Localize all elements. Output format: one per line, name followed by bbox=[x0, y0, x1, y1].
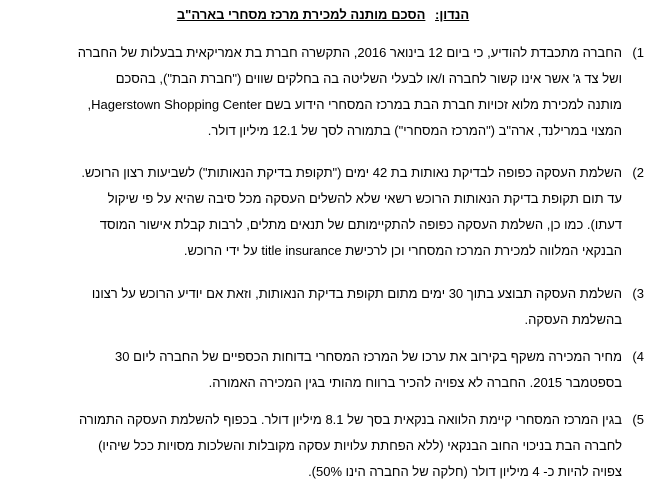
item-text bbox=[10, 344, 622, 396]
list-item bbox=[10, 40, 644, 144]
item-line: הבנקאי המלווה למכירת המרכז המסחרי וכן לרכישת title insurance על ידי הרוכש. bbox=[183, 243, 622, 258]
item-number: 1) bbox=[632, 45, 644, 60]
item-line: לחברה הבת בניכוי החוב הבנקאי (ללא הפחתת עלויות עסקה מקובלות והשלכות מסויות ככל שיהיו) bbox=[98, 438, 622, 453]
list-item bbox=[10, 281, 644, 333]
list-item bbox=[10, 407, 644, 485]
item-line: דעתו). כמו כן, השלמת העסקה כפופה להתקיימותם של תנאים מתלים, לרבות קבלת אישור המוסד bbox=[99, 217, 622, 232]
item-text bbox=[10, 407, 622, 485]
item-line: בהשלמת העסקה. bbox=[524, 312, 622, 327]
item-number: 4) bbox=[632, 349, 644, 364]
list-item bbox=[10, 160, 644, 264]
item-line: השלמת העסקה כפופה לבדיקת נאותות בת 42 ימים ("תקופת בדיקת הנאותות") לשביעות רצון הרוכש. bbox=[81, 165, 622, 180]
item-text bbox=[10, 281, 622, 333]
item-line: בגין המרכז המסחרי קיימת הלוואה בנקאית בסך של 8.1 מיליון דולר. בכפוף להשלמת העסקה התמורה bbox=[78, 412, 622, 427]
item-line: המצוי במרילנד, ארה"ב ("המרכז המסחרי") בתמורה לסך של 12.1 מיליון דולר. bbox=[207, 123, 622, 138]
subject-prefix: הנדון: bbox=[435, 7, 470, 22]
subject-line bbox=[0, 5, 646, 25]
item-line: ושל צד ג' אשר אינו קשור לחברה ו/או לבעלי השליטה בה בחלקים שווים ("חברת הבת"), בהסכם bbox=[115, 71, 622, 86]
item-number: 2) bbox=[632, 165, 644, 180]
item-text bbox=[10, 160, 622, 264]
item-line: השלמת העסקה תבוצע בתוך 30 ימים מתום תקופת בדיקת הנאותות, וזאת אם יודיע הרוכש על רצונו bbox=[91, 286, 622, 301]
item-line: עד תום תקופת בדיקת הנאותות הרוכש רשאי שלא להשלים העסקה מכל סיבה שהיא על פי שיקול bbox=[107, 191, 622, 206]
item-text bbox=[10, 40, 622, 144]
list-item bbox=[10, 344, 644, 396]
item-line: החברה מתכבדת להודיע, כי ביום 12 בינואר 2016, התקשרה חברת בת אמריקאית בבעלות של החברה bbox=[77, 45, 622, 60]
item-number: 5) bbox=[632, 412, 644, 427]
item-line: מותנה למכירת מלוא זכויות חברת הבת במרכז המסחרי הידוע בשם Hagerstown Shopping Center, bbox=[87, 97, 622, 112]
item-line: בספטמבר 2015. החברה לא צפויה להכיר ברווח מהותי בגין המכירה האמורה. bbox=[208, 375, 622, 390]
item-number: 3) bbox=[632, 286, 644, 301]
subject-text: הסכם מותנה למכירת מרכז מסחרי בארה"ב bbox=[176, 7, 426, 22]
item-line: מחיר המכירה משקף בקירוב את ערכו של המרכז המסחרי בדוחות הכספיים של החברה ליום 30 bbox=[115, 349, 622, 364]
item-line: צפויה להיות כ- 4 מיליון דולר (חלקה של החברה הינו 50%). bbox=[308, 464, 622, 479]
